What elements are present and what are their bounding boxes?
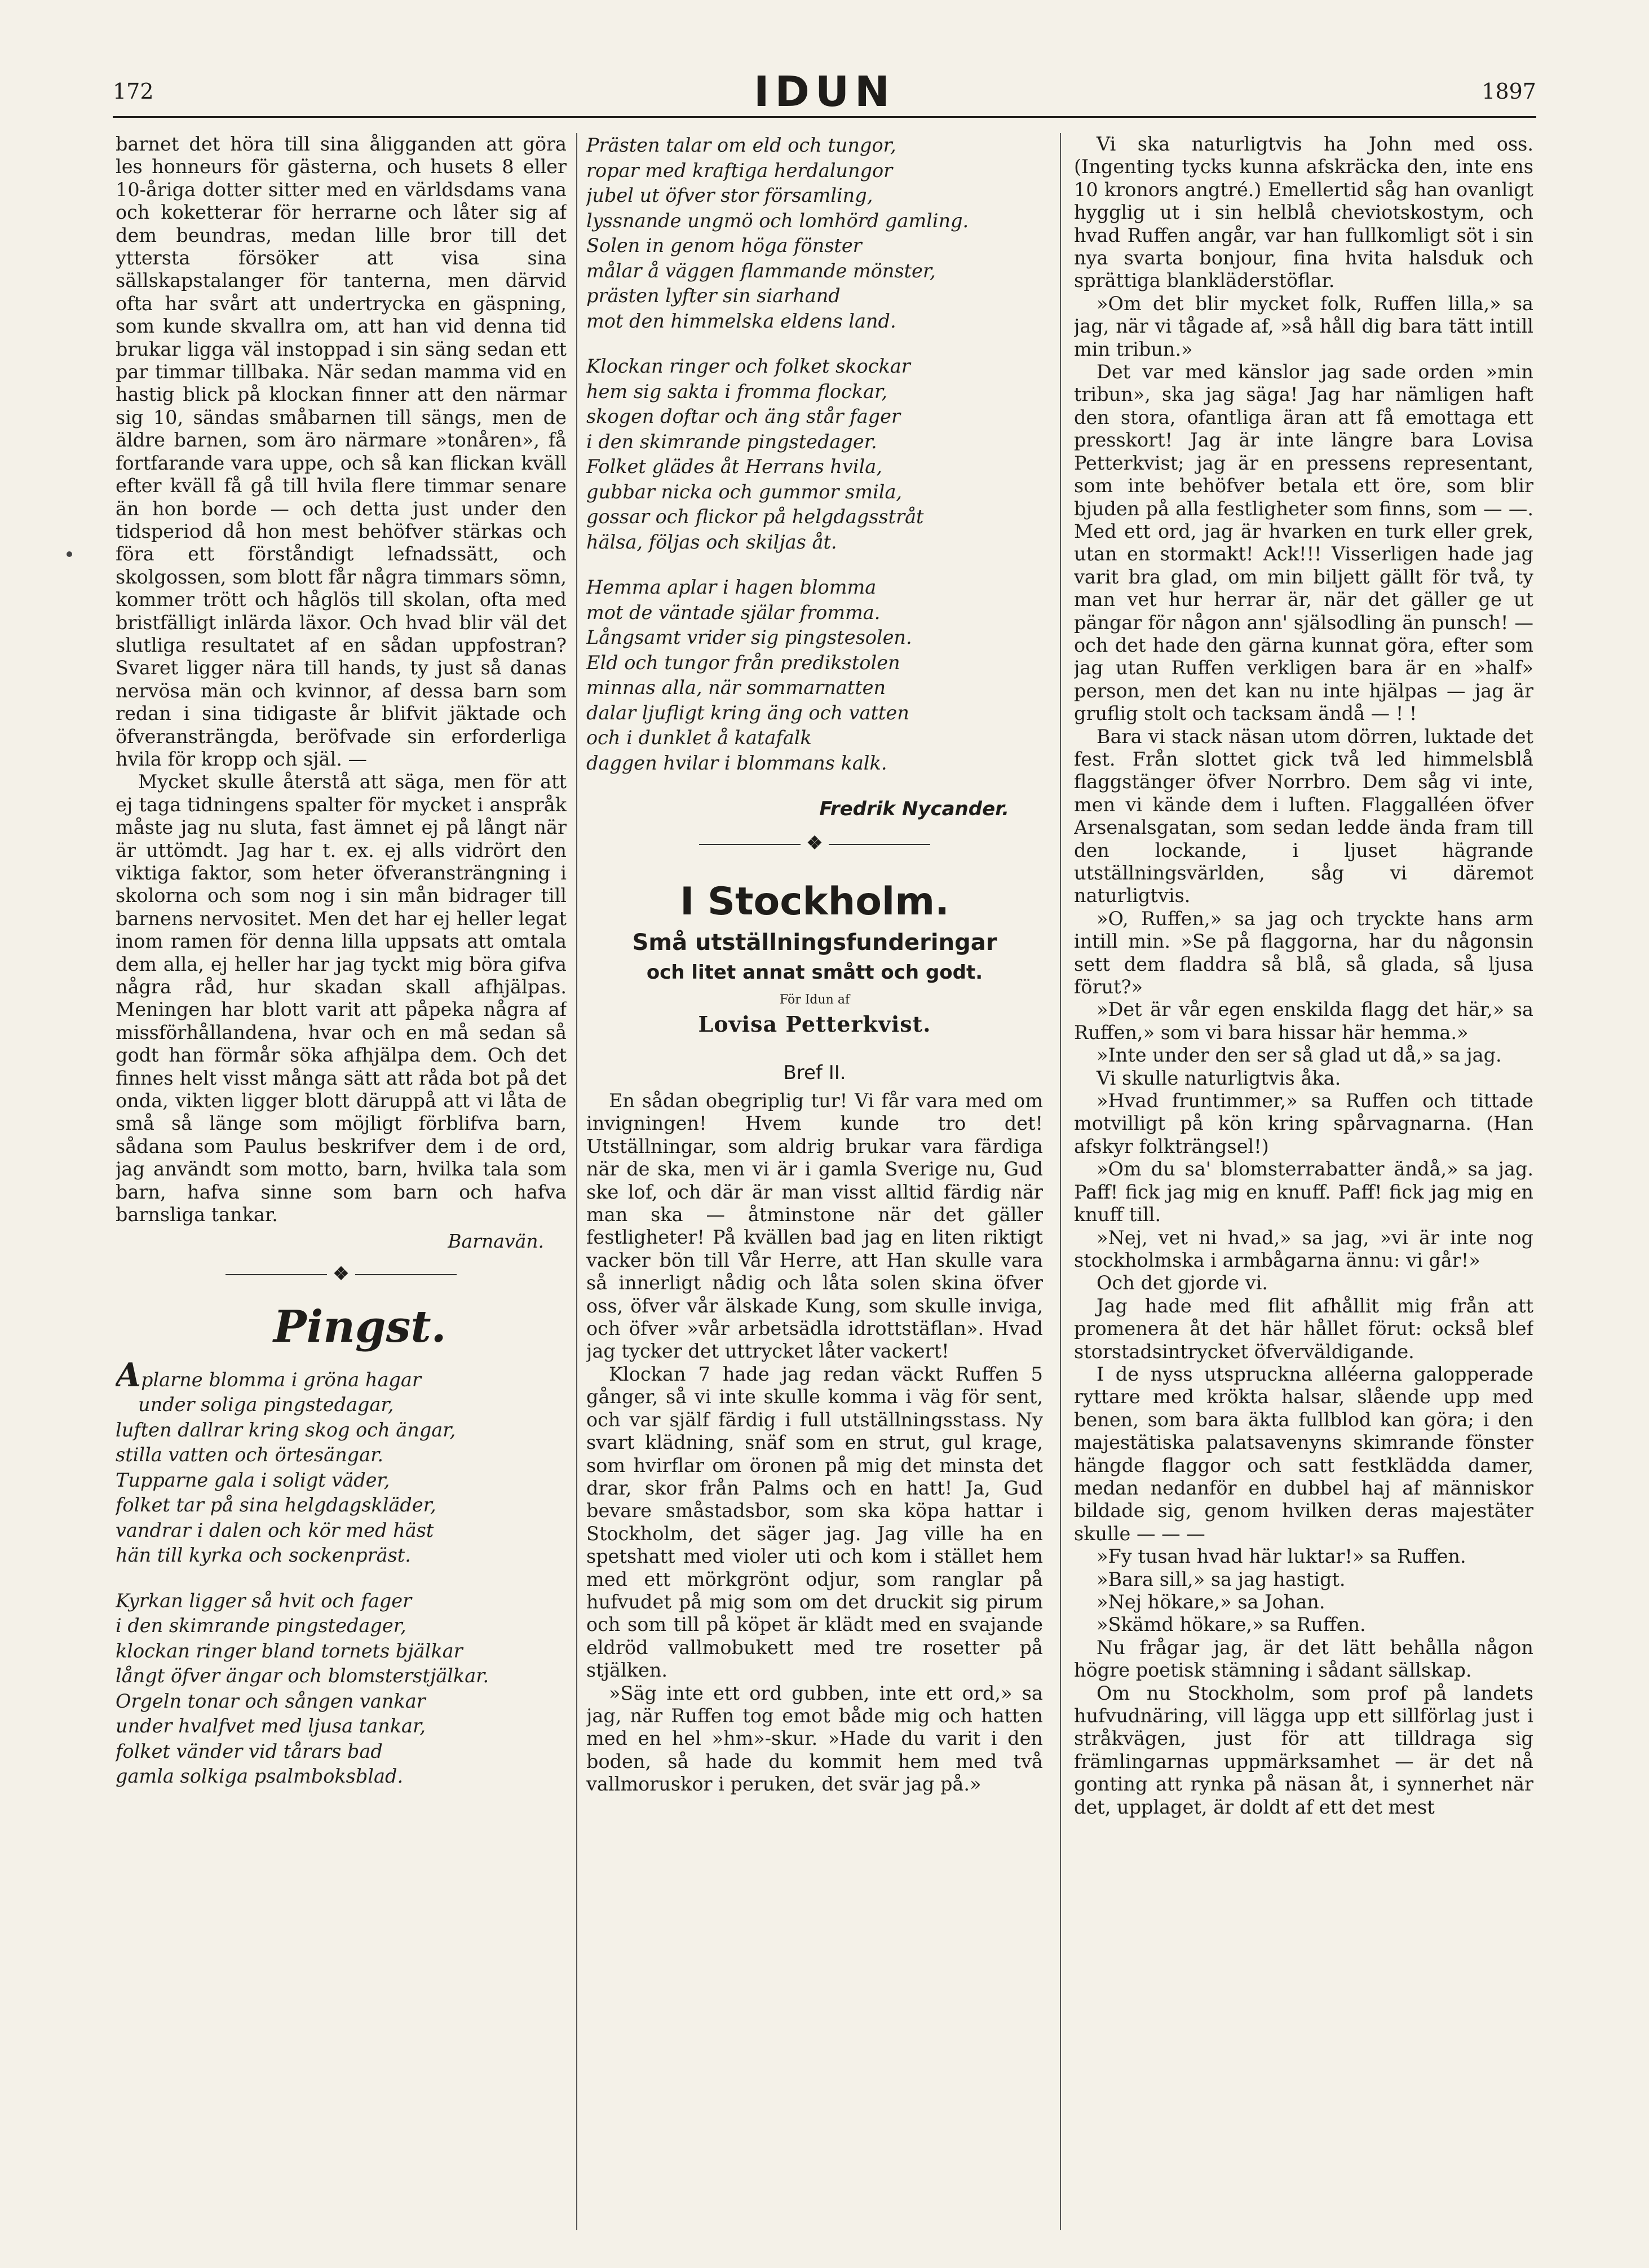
paragraph: »Om du sa' blomsterrabatter ändå,» sa jag. Paff! fick jag mig en knuff. Paff! fick jag mig en knuff till. — [1074, 1158, 1533, 1226]
verse-line: Folket glädes åt Herrans hvila, — [586, 456, 882, 478]
paragraph: Jag hade med flit afhållit mig från att promenera åt det här hållet förut: också blef storstadsintrycket öfverväldigande. — [1074, 1294, 1533, 1363]
margin-smudge — [67, 551, 72, 557]
verse-line: gubbar nicka och gummor smila, — [586, 480, 903, 503]
verse-line: gamla solkiga psalmboksblad. — [116, 1765, 404, 1787]
verse-line: ropar med kraftiga herdalungor — [586, 159, 893, 182]
poem-stanza — [586, 133, 1043, 334]
verse-line: i den skimrande pingstedager. — [586, 430, 877, 453]
ornament-icon: ❖ — [806, 832, 823, 854]
poem-signature: Fredrik Nycander. — [819, 798, 1009, 820]
verse-line: Hemma aplar i hagen blomma — [586, 576, 877, 598]
paragraph: »Inte under den ser så glad ut då,» sa jag. — [1097, 1044, 1502, 1067]
verse-line: stilla vatten och örtesängar. — [116, 1444, 384, 1466]
byline-prefix: För Idun af — [779, 993, 850, 1007]
verse-line: Kyrkan ligger så hvit och fager — [116, 1589, 412, 1612]
poem-stanza — [116, 1355, 567, 1568]
verse-line: Klockan ringer och folket skockar — [586, 355, 910, 377]
verse-line: skogen doftar och äng står fager — [586, 405, 901, 427]
verse-line: gossar och flickor på helgdagsstråt — [586, 506, 924, 528]
verse-line: folket tar på sina helgdagskläder, — [116, 1494, 436, 1516]
paragraph: Klockan 7 hade jag redan väckt Ruffen 5 gånger, så vi inte skulle komma i väg för sent, och var själf färdig i full utställningsstass. Ny svart klädning, snäf som en strut, gul krage, som hvirflar om öronen på mig det minsta det drar, skor från Palms och en hatt! Ja, Gud bevare småstadsbor, som ska köpa hattar i Stockholm, det säger jag. Jag ville ha en spetshatt med violer uti och kom i stället hem med ett mörkgrönt odjur, som ranglar på hufvudet på mig som om det druckit sig pirum och som till på köpet är klädt med en svajande eldröd vallmobukett med tre rosetter på stjälken. — [586, 1363, 1043, 1682]
verse-line: prästen lyfter sin siarhand — [586, 285, 841, 307]
column-1 — [116, 133, 567, 2230]
ornament-icon: ❖ — [333, 1262, 350, 1284]
paragraph: Vi ska naturligtvis ha John med oss. (Ingenting tycks kunna afskräcka den, inte ens 10 kronors angtré.) Emellertid såg han ovanligt hygglig ut i sin helblå cheviotskostym, och hvad Ruffen angår, var han fullkomligt söt i sin nya svarta bonjour, fina hvita halsduk och sprättiga blankläderstöflar. — [1074, 133, 1533, 292]
poem-stanza — [586, 575, 1043, 776]
section-ornament — [586, 829, 1043, 857]
paragraph: Bara vi stack näsan utom dörren, luktade det fest. Från slottet gick två led himmelsblå flaggstänger öfver Norrbro. Dem såg vi inte, men vi kände dem i luften. Flaggalléen öfver Arsenalsgatan, som sedan ledde ända fram till den lockande, i ljuset hägrande utställningsvärlden, såg vi däremot naturligtvis. — [1074, 725, 1533, 907]
paragraph: Nu frågar jag, är det lätt behålla någon högre poetisk stämning i sådant sällskap. — [1074, 1636, 1533, 1682]
column-divider — [576, 133, 577, 2230]
verse-line: hälsa, följas och skiljas åt. — [586, 530, 837, 553]
paragraph: Vi skulle naturligtvis åka. — [1097, 1067, 1341, 1089]
verse-line: lyssnande ungmö och lomhörd gamling. — [586, 209, 969, 232]
paragraph: Det var med känslor jag sade orden »min tribun», ska jag säga! Jag har nämligen haft den stora, ofantliga äran att få emottaga ett presskort! Jag är inte längre bara Lovisa Petterkvist; jag är en pressens representant, som inte behöfver betala ett öre, som blir bjuden på alla festligheter som finns, som — —. Med ett ord, jag är hvarken en turk eller grek, utan en stormakt! Ack!!! Visserligen hade jag varit bra glad, om min biljett gällt för två, ty man vet hur herrar är, när det gäller ge ut pängar för någon ann' själsodling än punsch! — och det hade den gärna kunnat göra, efter som jag utan Ruffen verkligen bara är en »half» person, men det kan nu inte hjälpas — jag är gruflig stolt och tacksam ändå — ! ! — [1074, 361, 1533, 725]
column-2 — [586, 133, 1043, 2230]
column-3 — [1074, 133, 1533, 2230]
paragraph: »Bara sill,» sa jag hastigt. — [1097, 1568, 1346, 1590]
paragraph: I de nyss utspruckna alléerna galopperade ryttare med krökta halsar, slående upp med benen, som bara äkta fullblod kan göra; i den majestätiska palatsavenyns skimrande fönster hängde flaggor och satt festklädda damer, medan nedanför en dubbel haj af människor bildade sig, genom hvilken deras majestäter skulle — — — — [1074, 1363, 1533, 1545]
paragraph: »O, Ruffen,» sa jag och tryckte hans arm intill min. »Se på flaggorna, har du någonsin sett dem fladdra så blå, så glada, så ljusa förut?» — [1074, 907, 1533, 998]
verse-line: plarne blomma i gröna hagar — [141, 1368, 421, 1391]
article-title: I Stockholm. — [680, 879, 949, 924]
article-subtitle: Små utställningsfunderingar — [632, 930, 997, 956]
paragraph: »Om det blir mycket folk, Ruffen lilla,» sa jag, när vi tågade af, »så håll dig bara tätt intill min tribun.» — [1074, 292, 1533, 360]
paragraph: »Nej hökare,» sa Johan. — [1097, 1591, 1325, 1613]
poem-stanza — [586, 354, 1043, 555]
verse-line: dalar ljufligt kring äng och vatten — [586, 701, 909, 724]
paragraph: »Skämd hökare,» sa Ruffen. — [1097, 1613, 1366, 1636]
verse-line: jubel ut öfver stor församling, — [586, 184, 873, 206]
year: 1897 — [1482, 79, 1536, 104]
verse-line: minnas alla, när sommarnatten — [586, 677, 886, 698]
verse-line: och i dunklet å katafalk — [586, 727, 812, 749]
paragraph: »Det är vår egen enskilda flagg det här,» sa Ruffen,» som vi bara hissar här hemma.» — [1074, 998, 1533, 1044]
paragraph: »Hvad fruntimmer,» sa Ruffen och tittade motvilligt på kön kring spårvagnarna. (Han afskyr folkträngsel!) — [1074, 1090, 1533, 1157]
header-rule — [113, 116, 1536, 118]
verse-line: Solen in genom höga fönster — [586, 235, 862, 257]
verse-line: under hvalfvet med ljusa tankar, — [116, 1715, 426, 1737]
verse-line: vandrar i dalen och kör med häst — [116, 1519, 434, 1541]
column-divider — [1060, 133, 1061, 2230]
paragraph: »Nej, vet ni hvad,» sa jag, »vi är inte nog stockholmska i armbågarna ännu: vi går!» — [1074, 1226, 1533, 1271]
paragraph: En sådan obegriplig tur! Vi får vara med om invigningen! Hvem kunde tro det! Utställningar, som aldrig brukar vara färdiga när de ska, men vi är i gamla Sverige nu, Gud ske lof, och där är man visst alltid färdig när man ska — åtminstone när det gäller festligheter! På kvällen bad jag en liten riktigt vacker bön till Vår Herre, att Han skulle vara så innerligt nådig och låta solen skina öfver oss, öfver vår älskade Kung, som skulle inviga, och öfver »vår arbetsädla idrottstäflan». Hvad jag tycker det uttrycket låter vackert! — [586, 1090, 1043, 1363]
verse-line: hem sig sakta i fromma flockar, — [586, 380, 887, 403]
verse-line: i den skimrande pingstedager, — [116, 1615, 406, 1637]
verse-line: Tupparne gala i soligt väder, — [116, 1469, 390, 1491]
byline-author: Lovisa Petterkvist. — [698, 1011, 931, 1037]
paragraph: Mycket skulle återstå att säga, men för att ej taga tidningens spalter för mycket i anspråk måste jag nu sluta, fast ämnet ej på långt när är uttömdt. Jag har t. ex. ej alls vidrört den viktiga faktor, som heter öfveransträngning i skolorna och som nog i sin mån bidrager till barnens nervositet. Men det har ej heller legat inom ramen för denna lilla uppsats att omtala dem alla, ej heller har jag tyckt mig böra gifva några råd, hur skadan skall afhjälpas. Meningen har blott varit att påpeka några af missförhållandena, hvar och en må sedan så godt han förmår söka afhjälpa dem. Och det finnes helt visst många sätt att råda bot på det onda, vikten ligger blott däruppå att vi låta de små så länge som möjligt förblifva barn, sådana som Paulus beskrifver dem i de ord, jag användt som motto, barn, hvilka tala som barn, hafva sinne som barn och hafva barnsliga tankar. — [116, 771, 567, 1226]
verse-line: Eld och tungor från predikstolen — [586, 651, 900, 674]
signature: Barnavän. — [448, 1230, 544, 1252]
verse-line: hän till kyrka och sockenpräst. — [116, 1544, 411, 1566]
poem-title: Pingst. — [273, 1301, 446, 1352]
masthead: IDUN — [754, 68, 895, 116]
letter-heading: Bref II. — [783, 1062, 846, 1084]
verse-line: luften dallrar kring skog och ängar, — [116, 1418, 456, 1441]
verse-line: under soliga pingstedagar, — [138, 1394, 394, 1416]
poem-stanza — [116, 1589, 567, 1789]
paragraph: »Säg inte ett ord gubben, inte ett ord,» sa jag, när Ruffen tog emot både mig och hatten med en hel »hm»-skur. »Hade du varit i den boden, så hade du kommit hem med två vallmoruskor i peruken, det svär jag på.» — [586, 1682, 1043, 1796]
verse-line: Långsamt vrider sig pingstesolen. — [586, 626, 912, 648]
paragraph: Om nu Stockholm, som prof på landets hufvudnäring, vill lägga upp ett sillförlag just i stråkvägen, just för att tilldraga sig främlingarnas uppmärksamhet — är det nå gonting att rynka på näsan åt, i synnerhet när det, upplaget, är doldt af ett det mest — [1074, 1682, 1533, 1818]
verse-line: daggen hvilar i blommans kalk. — [586, 751, 887, 774]
verse-line: klockan ringer bland tornets bjälkar — [116, 1639, 463, 1662]
verse-line: folket vänder vid tårars bad — [116, 1740, 383, 1762]
verse-line: Orgeln tonar och sången vankar — [116, 1690, 426, 1712]
verse-line: mot de väntade själar fromma. — [586, 601, 881, 624]
verse-line: målar å väggen flammande mönster, — [586, 259, 936, 282]
paragraph: barnet det höra till sina åligganden att göra les honneurs för gästerna, och husets 8 eller 10-åriga dotter sitter med en världsdams vana och koketterar för herrarne och låter sig af dem beundras, medan lille bror till det yttersta försöker att visa sina sällskapstalanger för tanterna, men därvid ofta har svårt att undertrycka en gäspning, som kunde skvallra om, att han vid denna tid brukar ligga väl instoppad i sin säng sedan ett par timmar tillbaka. När sedan mamma vid en hastig blick på klockan finner att den närmar sig 10, sändas småbarnen till sängs, men de äldre barnen, som äro närmare »tonåren», få fortfarande vara uppe, och så kan flickan kväll efter kväll få gå till hvila flere timmar senare än hon borde — och detta just under den tidsperiod då hon mest behöfver stärkas och föra ett förståndigt lefnadssätt, och skolgossen, som blott får några timmars sömn, kommer trött och håglös till skolan, ofta med bristfälligt inlärda läxor. Och hvad blir väl det slutliga resultatet af en sådan uppfostran? Svaret ligger nära till hands, ty just så danas nervösa män och kvinnor, af dessa barn som redan i sina tidigaste år blifvit jäktade och öfveransträngda, beröfvade sin erforderliga hvila för kropp och själ. — — [116, 133, 567, 770]
paragraph: »Fy tusan hvad här luktar!» sa Ruffen. — [1097, 1545, 1466, 1568]
page-header — [113, 68, 1536, 118]
verse-line: Prästen talar om eld och tungor, — [586, 134, 896, 156]
paragraph: Och det gjorde vi. — [1097, 1272, 1268, 1294]
drop-cap: A — [116, 1355, 142, 1394]
verse-line: långt öfver ängar och blomsterstjälkar. — [116, 1665, 489, 1687]
page-number: 172 — [113, 79, 154, 104]
section-ornament — [116, 1259, 567, 1288]
verse-line: mot den himmelska eldens land. — [586, 310, 896, 332]
article-subtitle-2: och litet annat smått och godt. — [646, 961, 983, 984]
